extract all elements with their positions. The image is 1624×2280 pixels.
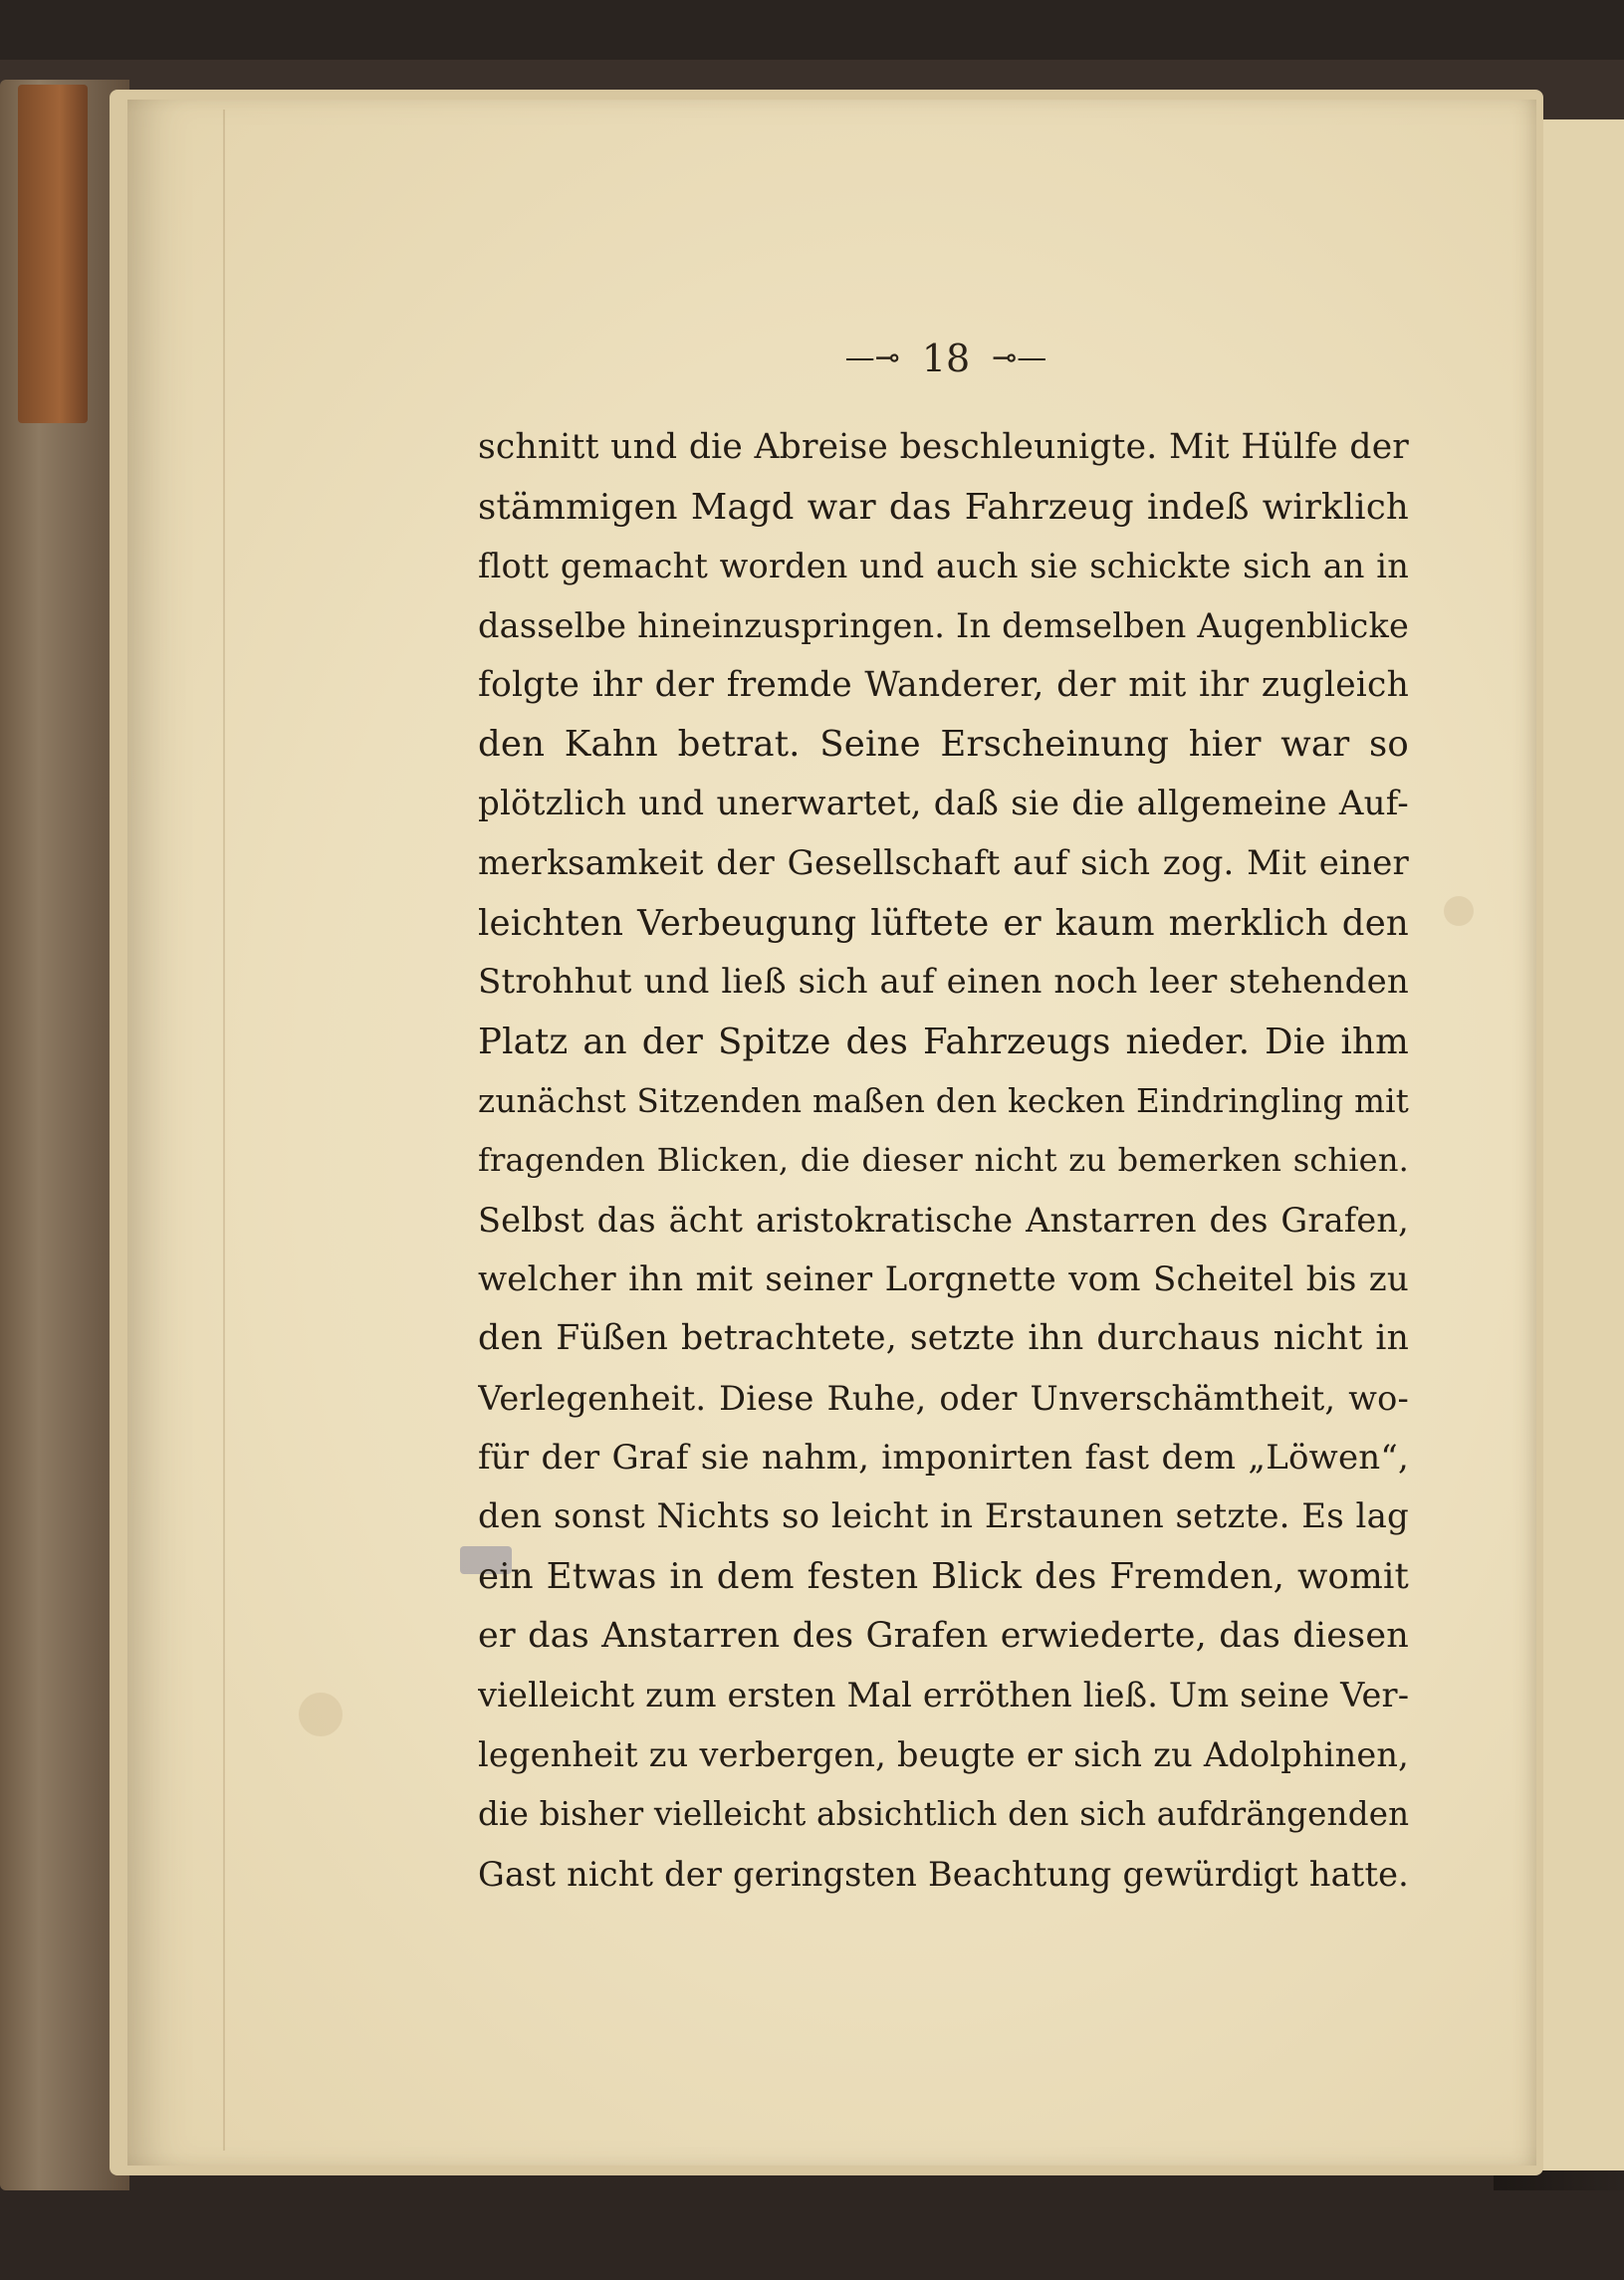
text-line: die bisher vielleicht absichtlich den sich aufdrängenden xyxy=(478,1794,1409,1833)
text-line: Gast nicht der geringsten Beachtung gewürdigt hatte. xyxy=(478,1854,1409,1894)
text-line: dasselbe hineinzuspringen. In demselben Augenblicke xyxy=(478,606,1409,646)
text-line: leichten Verbeugung lüftete er kaum merklich den xyxy=(478,902,1409,944)
text-line: vielleicht zum ersten Mal erröthen ließ. Um seine Ver- xyxy=(478,1676,1409,1715)
text-line: stämmigen Magd war das Fahrzeug indeß wirklich xyxy=(478,486,1409,528)
text-line: merksamkeit der Gesellschaft auf sich zog. Mit einer xyxy=(478,842,1409,883)
text-line: folgte ihr der fremde Wanderer, der mit ihr zugleich xyxy=(478,664,1409,705)
text-line: Strohhut und ließ sich auf einen noch leer stehenden xyxy=(478,962,1409,1003)
text-line: zunächst Sitzenden maßen den kecken Eindringling mit xyxy=(478,1081,1409,1120)
text-line: welcher ihn mit seiner Lorgnette vom Scheitel bis zu xyxy=(478,1258,1409,1299)
page-number: 18 xyxy=(921,337,971,380)
page-gutter-line xyxy=(223,110,225,2151)
text-line: Verlegenheit. Diese Ruhe, oder Unverschämtheit, wo- xyxy=(478,1379,1409,1418)
text-line: für der Graf sie nahm, imponirten fast dem „Löwen“, xyxy=(478,1437,1409,1478)
text-line: Selbst das ächt aristokratische Anstarren des Grafen, xyxy=(478,1200,1409,1240)
text-line: den Füßen betrachtete, setzte ihn durchaus nicht in xyxy=(478,1318,1409,1359)
text-line: legenheit zu verbergen, beugte er sich zu Adolphinen, xyxy=(478,1735,1409,1775)
text-line: ein Etwas in dem festen Blick des Fremden, womit xyxy=(478,1556,1409,1598)
right-ornament: ⊸— xyxy=(992,341,1047,375)
page-header xyxy=(816,334,1075,383)
text-line: flott gemacht worden und auch sie schickte sich an in xyxy=(478,547,1409,586)
body-text xyxy=(478,418,1409,1904)
left-ornament: —⊸ xyxy=(844,341,900,375)
text-line: Platz an der Spitze des Fahrzeugs nieder. Die ihm xyxy=(478,1021,1409,1062)
book-spine-leather xyxy=(18,85,88,423)
text-line: den sonst Nichts so leicht in Erstaunen setzte. Es lag xyxy=(478,1496,1409,1537)
paper-stain xyxy=(1444,896,1474,926)
text-line: fragenden Blicken, die dieser nicht zu bemerken schien. xyxy=(478,1141,1409,1180)
text-line: den Kahn betrat. Seine Erscheinung hier war so xyxy=(478,724,1409,766)
text-line: plötzlich und unerwartet, daß sie die allgemeine Auf- xyxy=(478,784,1409,824)
paper-stain xyxy=(299,1693,343,1736)
text-line: er das Anstarren des Grafen erwiederte, das diesen xyxy=(478,1615,1409,1656)
text-line: schnitt und die Abreise beschleunigte. Mit Hülfe der xyxy=(478,427,1409,467)
